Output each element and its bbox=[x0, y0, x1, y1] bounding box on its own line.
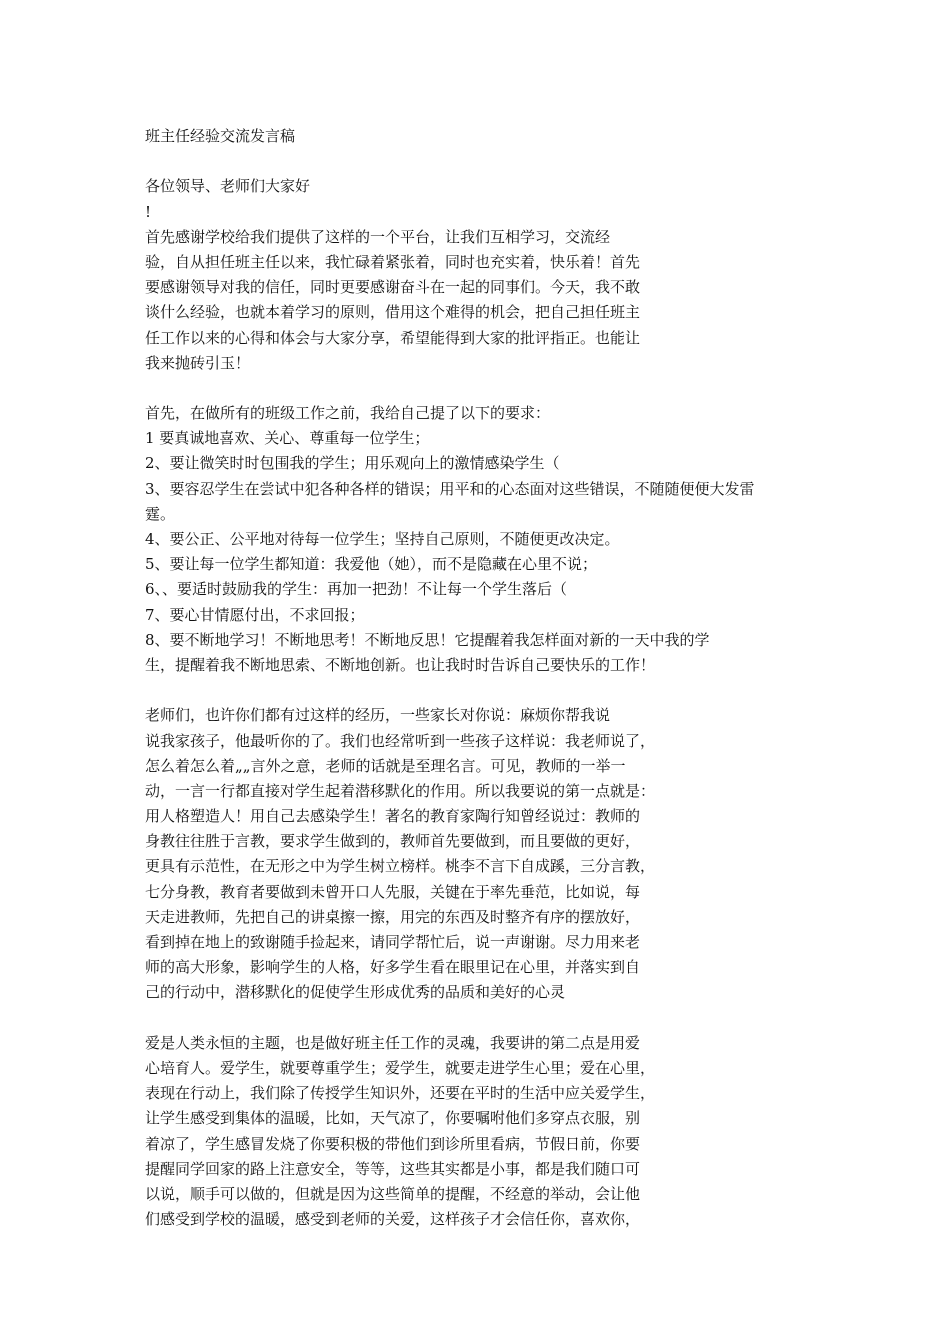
blank-line bbox=[145, 376, 825, 401]
greeting-section bbox=[145, 174, 825, 224]
paragraph-line: 们感受到学校的温暖，感受到老师的关爱，这样孩子才会信任你，喜欢你， bbox=[145, 1210, 641, 1229]
paragraph-line: 要感谢领导对我的信任，同时更要感谢奋斗在一起的同事们。今天，我不敢 bbox=[145, 278, 641, 297]
document-title: 班主任经验交流发言稿 bbox=[145, 127, 296, 145]
paragraph-line: 谈什么经验，也就本着学习的原则，借用这个难得的机会，把自己担任班主 bbox=[145, 303, 641, 322]
requirements-list bbox=[145, 401, 825, 678]
paragraph-line: 用人格塑造人！用自己去感染学生！著名的教育家陶行知曾经说过：教师的 bbox=[145, 807, 641, 826]
intro-paragraph bbox=[145, 225, 825, 376]
paragraph-line: 表现在行动上，我们除了传授学生知识外，还要在平时的生活中应关爱学生， bbox=[145, 1084, 656, 1103]
paragraph-line: 动，一言一行都直接对学生起着潜移默化的作用。所以我要说的第一点就是： bbox=[145, 781, 656, 800]
paragraph-line: 任工作以来的心得和体会与大家分享，希望能得到大家的批评指正。也能让 bbox=[145, 328, 641, 347]
paragraph-line: 我来抛砖引玉！ bbox=[145, 353, 251, 372]
greeting-line: 各位领导、老师们大家好 bbox=[145, 177, 311, 196]
paragraph-line: 心培育人。爱学生，就要尊重学生；爱学生，就要走进学生心里；爱在心里， bbox=[145, 1058, 656, 1077]
point-two-paragraph bbox=[145, 1031, 825, 1233]
paragraph-line: 师的高大形象，影响学生的人格，好多学生看在眼里记在心里，并落实到自 bbox=[145, 958, 641, 977]
paragraph-line: 着凉了，学生感冒发烧了你要积极的带他们到诊所里看病，节假日前，你要 bbox=[145, 1134, 641, 1153]
list-item: 7、要心甘情愿付出，不求回报； bbox=[145, 605, 365, 624]
list-item: 8、要不断地学习！不断地思考！不断地反思！它提醒着我怎样面对新的一天中我的学 bbox=[145, 630, 710, 649]
paragraph-line: 七分身教，教育者要做到未曾开口人先服，关键在于率先垂范，比如说，每 bbox=[145, 882, 641, 901]
paragraph-line: 提醒同学回家的路上注意安全，等等，这些其实都是小事，都是我们随口可 bbox=[145, 1159, 641, 1178]
paragraph-line: 以说，顺手可以做的，但就是因为这些简单的提醒，不经意的举动，会让他 bbox=[145, 1184, 641, 1203]
list-item: 1 要真诚地喜欢、关心、尊重每一位学生； bbox=[145, 429, 430, 448]
list-item: 2、要让微笑时时包围我的学生；用乐观向上的激情感染学生（ bbox=[145, 454, 560, 473]
paragraph-line: 首先感谢学校给我们提供了这样的一个平台，让我们互相学习，交流经 bbox=[145, 227, 611, 246]
paragraph-line: 老师们，也许你们都有过这样的经历，一些家长对你说：麻烦你帮我说 bbox=[145, 706, 611, 725]
paragraph-line: 己的行动中，潜移默化的促使学生形成优秀的品质和美好的心灵 bbox=[145, 983, 566, 1002]
greeting-line: ! bbox=[145, 202, 152, 221]
blank-line bbox=[145, 678, 825, 703]
paragraph-line: 说我家孩子，他最听你的了。我们也经常听到一些孩子这样说：我老师说了， bbox=[145, 731, 656, 750]
list-item: 6、、要适时鼓励我的学生：再加一把劲！不让每一个学生落后（ bbox=[145, 580, 568, 599]
list-item-continuation: 霆。 bbox=[145, 504, 176, 523]
list-item: 5、要让每一位学生都知道：我爱他（她），而不是隐藏在心里不说； bbox=[145, 555, 598, 574]
document-body bbox=[145, 124, 825, 1232]
blank-line bbox=[145, 149, 825, 174]
paragraph-line: 更具有示范性，在无形之中为学生树立榜样。桃李不言下自成蹊，三分言教， bbox=[145, 857, 656, 876]
list-intro: 首先，在做所有的班级工作之前，我给自己提了以下的要求： bbox=[145, 404, 551, 423]
list-item: 3、要容忍学生在尝试中犯各种各样的错误；用平和的心态面对这些错误，不随随便便大发雷 bbox=[145, 479, 755, 498]
list-item-continuation: 生，提醒着我不断地思索、不断地创新。也让我时时告诉自己要快乐的工作！ bbox=[145, 655, 656, 674]
blank-line bbox=[145, 1006, 825, 1031]
paragraph-line: 天走进教师，先把自己的讲桌擦一擦，用完的东西及时整齐有序的摆放好， bbox=[145, 907, 641, 926]
paragraph-line: 身教往往胜于言教，要求学生做到的，教师首先要做到，而且要做的更好， bbox=[145, 832, 641, 851]
paragraph-line: 怎么着怎么着„„言外之意，老师的话就是至理名言。可见，教师的一举一 bbox=[145, 756, 626, 775]
list-item: 4、要公正、公平地对待每一位学生；坚持自己原则，不随便更改决定。 bbox=[145, 530, 620, 548]
paragraph-line: 让学生感受到集体的温暖，比如，天气凉了，你要嘱咐他们多穿点衣服，别 bbox=[145, 1109, 641, 1128]
point-one-paragraph bbox=[145, 703, 825, 1005]
paragraph-line: 爱是人类永恒的主题，也是做好班主任工作的灵魂，我要讲的第二点是用爱 bbox=[145, 1033, 641, 1052]
paragraph-line: 看到掉在地上的致谢随手捡起来，请同学帮忙后，说一声谢谢。尽力用来老 bbox=[145, 933, 641, 951]
paragraph-line: 验，自从担任班主任以来，我忙碌着紧张着，同时也充实着，快乐着！首先 bbox=[145, 252, 641, 271]
